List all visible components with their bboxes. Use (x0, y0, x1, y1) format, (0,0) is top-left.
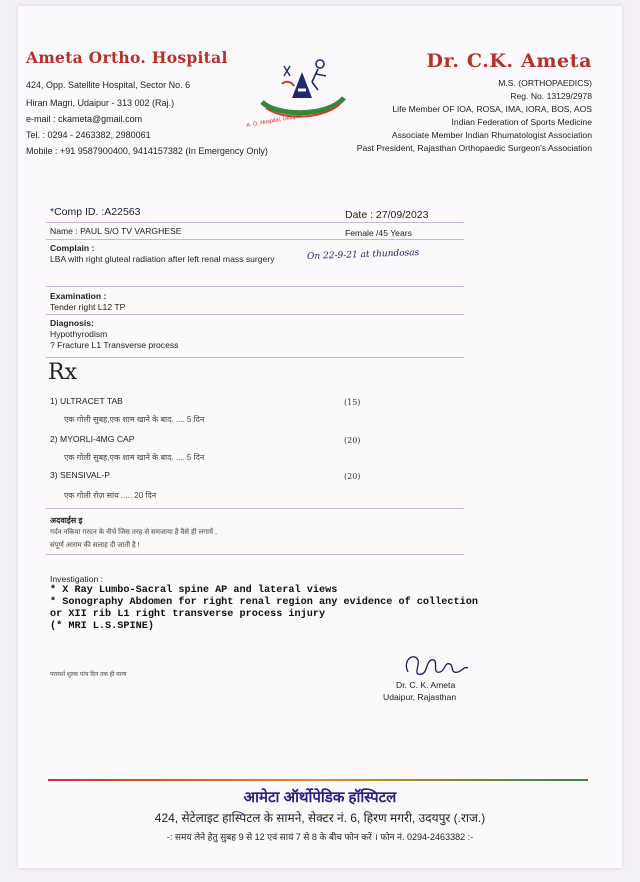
hospital-address-line2: Hiran Magri, Udaipur - 313 002 (Raj.) (26, 98, 175, 108)
advice-title: अदवाईस इ (50, 516, 83, 525)
patient-name: Name : PAUL S/O TV VARGHESE (50, 226, 182, 236)
advice-line-1: गर्दन नकिया गरदन के नीचे जिस तरह से समजाया है वैसे ही लगायें , (50, 529, 217, 536)
signature-place: Udaipur, Rajasthan (383, 692, 457, 702)
divider (46, 508, 464, 509)
footer-rule (48, 779, 588, 781)
hospital-address-line1: 424, Opp. Satellite Hospital, Sector No. 6 (26, 80, 191, 90)
investigation-label: Investigation : (50, 574, 104, 584)
medicine-3-qty: (20) (344, 472, 361, 481)
medicine-3-instruction: एक गोली रोज़ सांय ..... 20 दिन (64, 491, 157, 500)
diagnosis-line-2: ? Fracture L1 Transverse process (50, 340, 179, 350)
hospital-logo-icon (256, 54, 350, 120)
logo-caption: A. O. Hospital, Udaipur (245, 113, 303, 129)
patient-gender-age: Female /45 Years (345, 228, 412, 238)
divider (46, 239, 464, 240)
signature-scrawl (398, 650, 402, 651)
divider (46, 554, 464, 555)
divider (46, 314, 464, 315)
doctor-qualification-1: M.S. (ORTHOPAEDICS) (498, 78, 592, 88)
hospital-tel: Tel. : 0294 - 2463382, 2980061 (26, 130, 151, 140)
hospital-email: e-mail : ckameta@gmail.com (26, 114, 143, 124)
review-note: परामर्श शुल्क पांच दिन तक ही मान्य (50, 672, 127, 678)
comp-id: *Comp ID. :A22563 (50, 206, 141, 218)
investigation-line-2: * Sonography Abdomen for right renal region any evidence of collection (50, 597, 478, 608)
footer-address: 424, सेटेलाइट हास्पिटल के सामने, सेक्टर नं. 6, हिरण मगरी, उदयपुर (.राज.) (154, 811, 486, 825)
signature-icon (398, 650, 478, 682)
handwritten-note: On 22-9-21 at thundosas (306, 248, 420, 262)
medicine-2-qty: (20) (344, 436, 361, 445)
footer-timing: -: समय लेने हेतु सुबह 9 से 12 एवं सायं 7 से 8 के बीच फोन करें । फोन नं. 0294-2463382 :- (166, 832, 474, 842)
signature-name: Dr. C. K. Ameta (396, 680, 456, 690)
medicine-3-name: 3) SENSIVAL-P (50, 470, 111, 480)
investigation-line-4: (* MRI L.S.SPINE) (50, 621, 154, 632)
doctor-qualification-6: Past President, Rajasthan Orthopaedic Surgeon's Association (356, 143, 592, 153)
investigation-line-1: * X Ray Lumbo-Sacral spine AP and lateral views (50, 585, 338, 596)
footer-hospital-name: आमेटा ऑर्थोपेडिक हॉस्पिटल (243, 789, 397, 806)
complain-label: Complain : (50, 243, 95, 253)
rx-symbol: Rx (48, 360, 77, 385)
doctor-name: Dr. C.K. Ameta (426, 50, 592, 72)
medicine-2-instruction: एक गोली सुबह,एक शाम खाने के बाद. .... 5 दिन (64, 453, 205, 462)
hospital-name: Ameta Ortho. Hospital (26, 48, 228, 67)
complain-text: LBA with right gluteal radiation after left renal mass surgery (50, 254, 275, 264)
doctor-signature (398, 650, 478, 682)
doctor-qualification-5: Associate Member Indian Rhumatologist Association (391, 130, 592, 140)
medicine-1-instruction: एक गोली सुबह,एक शाम खाने के बाद. .... 5 दिन (64, 415, 205, 424)
advice-line-2: संपूर्ण आराम की सलाह दी जाती है ! (50, 542, 140, 549)
visit-date: Date : 27/09/2023 (345, 209, 429, 221)
hospital-mobile: Mobile : +91 9587900400, 9414157382 (In Emergency Only) (26, 146, 268, 156)
doctor-qualification-4: Indian Federation of Sports Medicine (451, 117, 592, 127)
diagnosis-label: Diagnosis: (50, 318, 94, 328)
prescription-page (18, 6, 622, 868)
investigation-line-3: or XII rib L1 right transverse process injury (50, 609, 326, 620)
medicine-1-qty: (15) (344, 398, 361, 407)
medicine-2-name: 2) MYORLI-4MG CAP (50, 434, 135, 444)
doctor-qualification-2: Reg. No. 13129/2978 (510, 91, 592, 101)
doctor-qualification-3: Life Member OF IOA, ROSA, IMA, IORA, BOS, AOS (392, 104, 592, 114)
examination-text: Tender right L12 TP (50, 302, 126, 312)
examination-label: Examination : (50, 291, 107, 301)
diagnosis-line-1: Hypothyrodism (50, 329, 108, 339)
divider (46, 222, 464, 223)
divider (46, 286, 464, 287)
divider (46, 357, 464, 358)
medicine-1-name: 1) ULTRACET TAB (50, 396, 123, 406)
